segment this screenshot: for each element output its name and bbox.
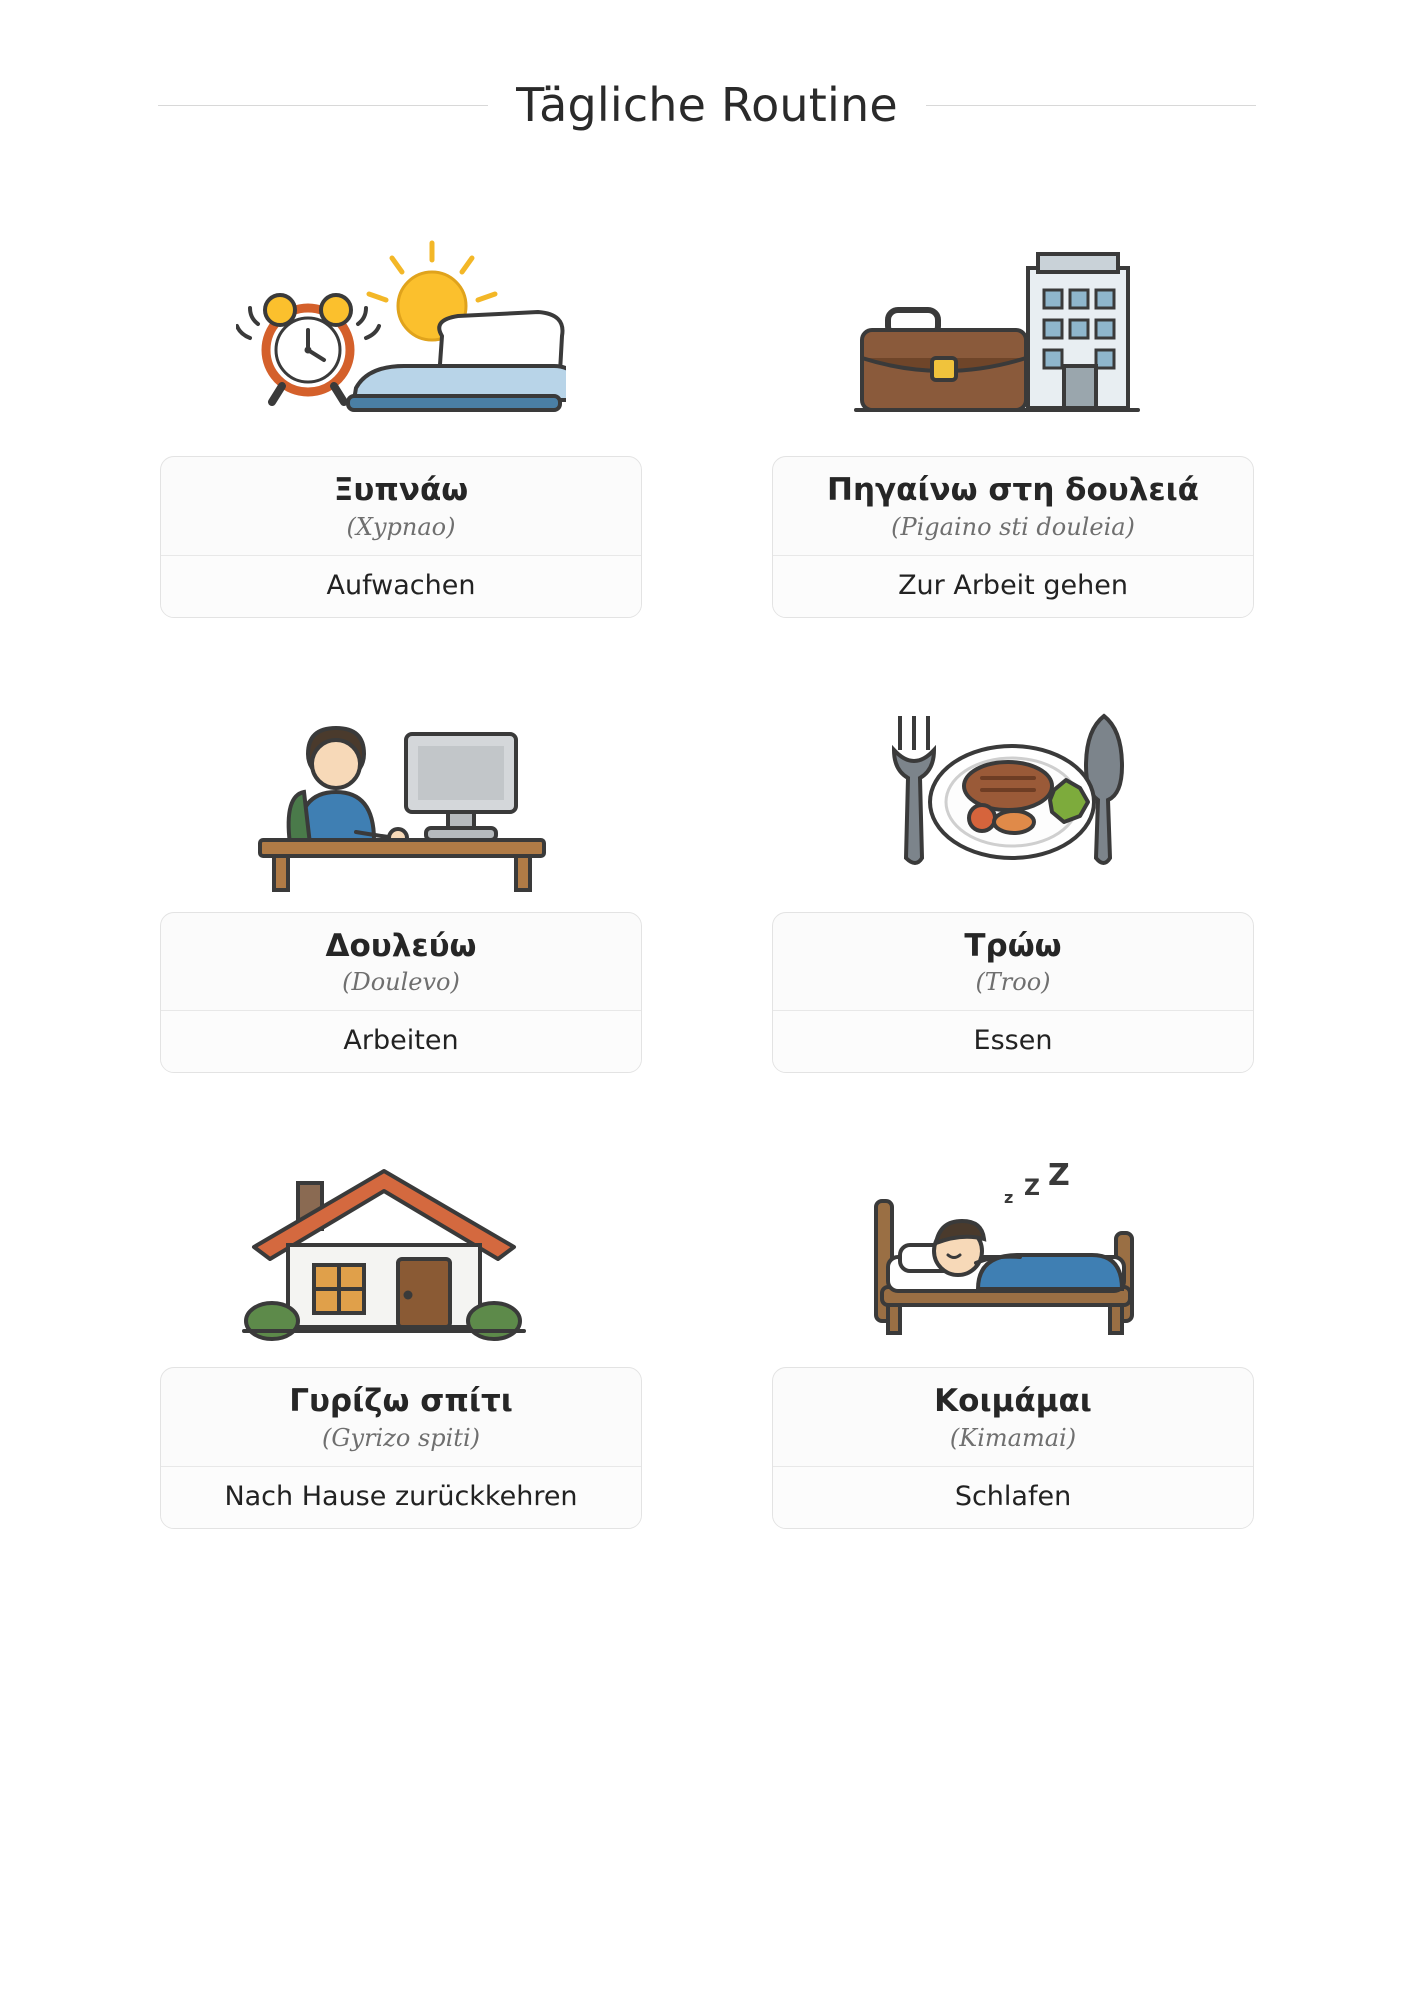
vocab-label-top xyxy=(773,457,1253,556)
vocabulary-grid xyxy=(0,228,1414,1529)
header-divider-left xyxy=(158,105,488,106)
vocab-word: Γυρίζω σπίτι xyxy=(289,1383,513,1420)
vocab-card[interactable] xyxy=(712,684,1314,1074)
house-home-icon xyxy=(236,1139,566,1349)
vocab-transliteration: (Pigaino sti douleia) xyxy=(891,512,1135,541)
vocab-card[interactable] xyxy=(712,1139,1314,1529)
vocab-label-box xyxy=(160,912,642,1074)
vocab-label-top xyxy=(773,1368,1253,1467)
vocab-transliteration: (Kimamai) xyxy=(949,1423,1077,1452)
vocab-card[interactable] xyxy=(100,228,702,618)
vocab-transliteration: (Xypnao) xyxy=(346,512,456,541)
header-divider-right xyxy=(926,105,1256,106)
vocab-label-top xyxy=(161,457,641,556)
person-sleeping-in-bed-zzz-icon xyxy=(848,1139,1178,1349)
vocab-label-box xyxy=(160,1367,642,1529)
plate-fork-knife-meal-icon xyxy=(848,684,1178,894)
svg-text:Z: Z xyxy=(1024,1176,1040,1202)
vocab-label-top xyxy=(773,913,1253,1012)
page-header xyxy=(0,0,1414,132)
vocab-card[interactable] xyxy=(100,684,702,1074)
vocab-word: Πηγαίνω στη δουλειά xyxy=(827,472,1199,508)
vocab-label-top xyxy=(161,913,641,1012)
vocab-label-box xyxy=(772,1367,1254,1529)
vocab-label-top xyxy=(161,1368,641,1467)
vocab-transliteration: (Gyrizo spiti) xyxy=(321,1423,480,1452)
vocab-translation: Zur Arbeit gehen xyxy=(773,556,1253,617)
vocab-word: Ξυπνάω xyxy=(333,472,469,508)
vocab-translation: Nach Hause zurückkehren xyxy=(161,1467,641,1528)
page-title: Tägliche Routine xyxy=(516,78,898,132)
vocab-translation: Aufwachen xyxy=(161,556,641,617)
vocab-label-box xyxy=(160,456,642,618)
vocab-word: Τρώω xyxy=(964,927,1062,964)
vocab-word: Κοιμάμαι xyxy=(934,1383,1092,1420)
vocab-label-box xyxy=(772,456,1254,618)
alarm-clock-sunrise-bed-icon xyxy=(236,228,566,438)
briefcase-office-building-icon xyxy=(848,228,1178,438)
vocab-transliteration: (Troo) xyxy=(975,968,1051,997)
vocab-translation: Arbeiten xyxy=(161,1011,641,1072)
vocab-transliteration: (Doulevo) xyxy=(342,968,460,997)
svg-text:Z: Z xyxy=(1048,1158,1070,1194)
vocab-translation: Schlafen xyxy=(773,1467,1253,1528)
svg-text:z: z xyxy=(1004,1188,1014,1208)
person-at-desk-computer-icon xyxy=(236,684,566,894)
vocab-translation: Essen xyxy=(773,1011,1253,1072)
vocab-word: Δουλεύω xyxy=(325,927,477,964)
vocab-card[interactable] xyxy=(712,228,1314,618)
vocab-label-box xyxy=(772,912,1254,1074)
vocab-card[interactable] xyxy=(100,1139,702,1529)
